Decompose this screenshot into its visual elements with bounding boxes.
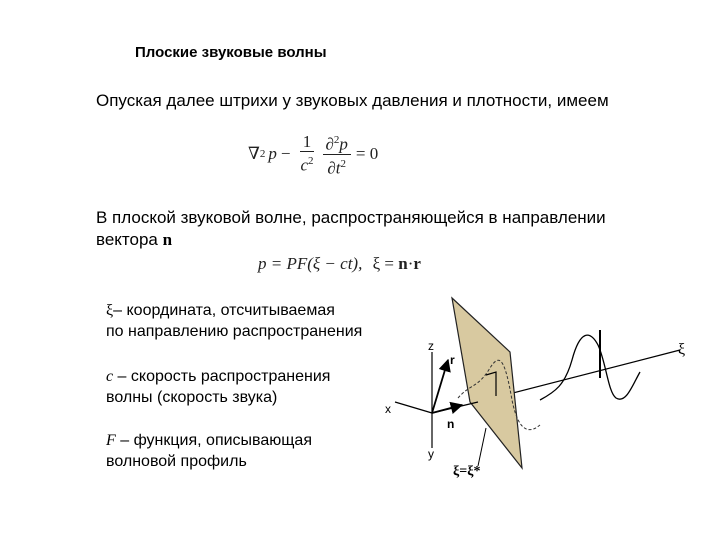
wave-profile-curve — [540, 335, 640, 400]
partial-numerator: ∂$^2$p — [323, 131, 351, 155]
c-desc-line1: – скорость распространения — [113, 368, 331, 385]
f-desc-line1: – функция, описывающая — [115, 432, 312, 449]
plane-wave-line1: В плоской звуковой волне, распространяющейся в направлении — [96, 208, 606, 227]
solution-n: n — [398, 254, 408, 273]
partial-denominator: $\partial t^2$ — [327, 157, 347, 178]
r-vector-arrow — [432, 360, 448, 413]
y-axis-label: y — [428, 447, 434, 461]
f-symbol: F — [106, 432, 116, 449]
f-desc-line2: волновой профиль — [106, 453, 247, 470]
laplacian-symbol: ∇ — [248, 144, 260, 164]
xi-star-pointer — [478, 428, 486, 466]
fraction-numerator: 1 — [300, 133, 315, 152]
x-axis — [395, 402, 432, 413]
solution-r: r — [413, 254, 421, 273]
c-desc-line2: волны (скорость звука) — [106, 389, 278, 406]
z-axis-label: z — [428, 339, 434, 353]
n-vector-label: n — [447, 417, 455, 431]
solution-dot: · — [407, 254, 414, 273]
page-title: Плоские звуковые волны — [135, 44, 327, 61]
pressure-symbol: p — [268, 144, 277, 164]
equals-zero: = 0 — [355, 144, 379, 164]
xi-symbol: ξ — [106, 302, 114, 319]
x-axis-label: x — [385, 402, 391, 416]
solution-xi: ξ = — [372, 254, 399, 273]
xi-desc-line2: по направлению распространения — [106, 323, 363, 340]
intro-paragraph: Опуская далее штрихи у звуковых давления и плотности, имеем — [96, 91, 609, 110]
laplacian-power: 2 — [259, 148, 266, 161]
minus-sign: − — [280, 144, 291, 164]
xi-star-label: ξ=ξ* — [453, 464, 481, 479]
vector-n-label: n — [162, 230, 173, 249]
r-vector-label: r — [450, 353, 455, 367]
xi-desc-line1: – координата, отсчитываемая — [113, 302, 335, 319]
xi-axis-label: ξ — [678, 341, 686, 358]
plane-wave-line2: вектора n — [96, 230, 173, 249]
wavefront-plane — [452, 298, 522, 468]
fraction-denominator: $c^2$ — [300, 155, 314, 175]
n-vector-arrow — [432, 405, 462, 413]
c-symbol: c — [106, 368, 114, 385]
solution-lhs: p = PF(ξ − ct), — [258, 254, 363, 273]
